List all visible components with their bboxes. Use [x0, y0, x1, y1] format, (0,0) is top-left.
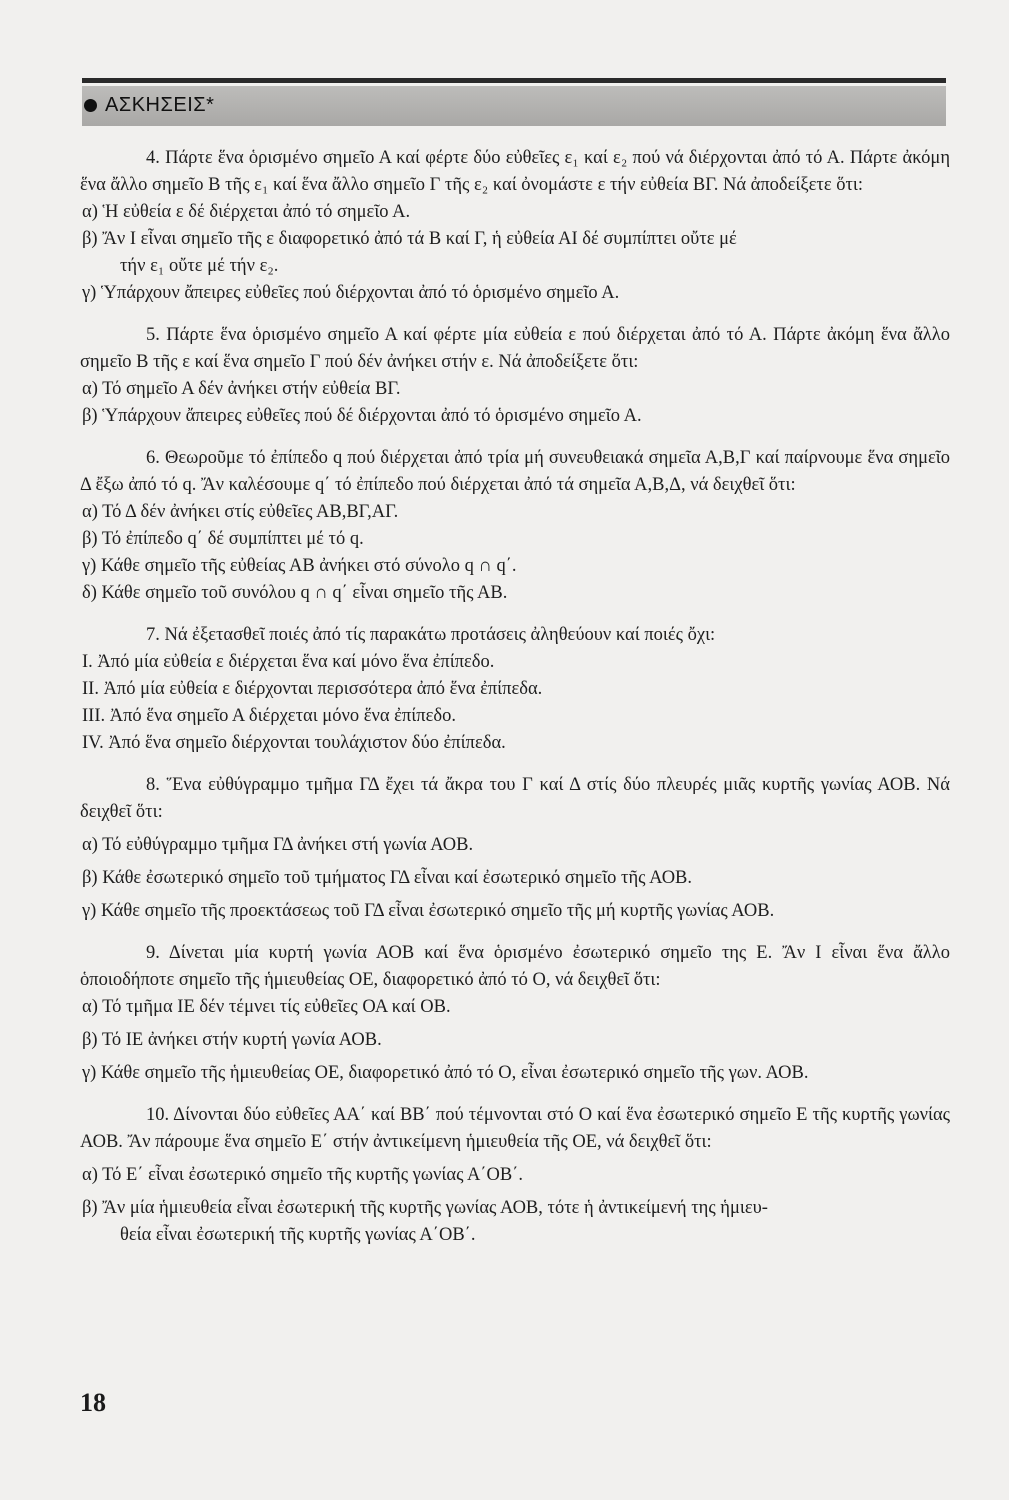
exercise-6-item-c: γ) Κάθε σημεῖο τῆς εὐθείας ΑΒ ἀνήκει στό σύνολο q ∩ q΄. [82, 556, 517, 576]
exercise-5-intro: 5. Πάρτε ἕνα ὁρισμένο σημεῖο Α καί φέρτε μία εὐθεία ε πού διέρχεται ἀπό τό Α. Πάρτε ἀκόμη ἕνα ἄλλο σημεῖο Β τῆς ε καί ἕνα σημεῖο Γ πού δέν ἀνήκει στήν ε. Νά ἀποδείξετε ὅτι: [80, 325, 950, 372]
exercise-8-item-a: α) Τό εὐθύγραμμο τμῆμα ΓΔ ἀνήκει στή γωνία ΑΟΒ. [82, 835, 474, 855]
exercise-4-intro: 4. Πάρτε ἕνα ὁρισμένο σημεῖο Α καί φέρτε δύο εὐθεῖες ε₁ καί ε₂ πού νά διέρχονται ἀπό τό Α. Πάρτε ἀκόμη ἕνα ἄλλο σημεῖο Β τῆς ε₁ καί ἕνα ἄλλο σημεῖο Γ τῆς ε₂ καί ὀνομάστε ε τήν εὐθεία ΒΓ. Νά ἀποδείξετε ὅτι: [80, 148, 950, 195]
exercise-4-item-a: α) Ἡ εὐθεία ε δέ διέρχεται ἀπό τό σημεῖο Α. [82, 202, 411, 222]
exercise-7-item-i: Ι. Ἀπό μία εὐθεία ε διέρχεται ἕνα καί μόνο ἕνα ἐπίπεδο. [82, 652, 495, 672]
exercise-5-item-a: α) Τό σημεῖο Α δέν ἀνήκει στήν εὐθεία ΒΓ. [82, 379, 401, 399]
exercise-9-item-c: γ) Κάθε σημεῖο τῆς ἡμιευθείας ΟΕ, διαφορετικό ἀπό τό Ο, εἶναι ἐσωτερικό σημεῖο τῆς γων. ΑΟΒ. [82, 1063, 809, 1083]
exercise-8-item-c: γ) Κάθε σημεῖο τῆς προεκτάσεως τοῦ ΓΔ εἶναι ἐσωτερικό σημεῖο τῆς μή κυρτῆς γωνίας ΑΟΒ. [82, 901, 775, 921]
section-title: ΑΣΚΗΣΕΙΣ* [105, 94, 215, 116]
exercise-7-item-iii: ΙΙΙ. Ἀπό ἕνα σημεῖο Α διέρχεται μόνο ἕνα ἐπίπεδο. [82, 706, 456, 726]
exercise-list [80, 145, 950, 1249]
exercise-8-item-b: β) Κάθε ἐσωτερικό σημεῖο τοῦ τμήματος ΓΔ εἶναι καί ἐσωτερικό σημεῖο τῆς ΑΟΒ. [82, 868, 693, 888]
exercise-10-item-a: α) Τό Ε΄ εἶναι ἐσωτερικό σημεῖο τῆς κυρτῆς γωνίας Α΄ΟΒ΄. [82, 1165, 524, 1185]
exercise-4-item-c: γ) Ὑπάρχουν ἄπειρες εὐθεῖες πού διέρχονται ἀπό τό ὁρισμένο σημεῖο Α. [82, 283, 620, 303]
section-header [84, 94, 214, 117]
exercise-7-item-iv: ΙV. Ἀπό ἕνα σημεῖο διέρχονται τουλάχιστον δύο ἐπίπεδα. [82, 733, 506, 753]
exercise-10-item-b: β) Ἄν μία ἡμιευθεία εἶναι ἐσωτερική τῆς κυρτῆς γωνίας ΑΟΒ, τότε ἡ ἀντικείμενή της ἡμιευ- [82, 1198, 768, 1218]
exercise-7-intro: 7. Νά ἐξετασθεῖ ποιές ἀπό τίς παρακάτω προτάσεις ἀληθεύουν καί ποιές ὄχι: [146, 625, 716, 645]
exercise-9-intro: 9. Δίνεται μία κυρτή γωνία ΑΟΒ καί ἕνα ὁρισμένο ἐσωτερικό σημεῖο της Ε. Ἄν Ι εἶναι ἕνα ἄλλο ὁποιοδήποτε σημεῖο τῆς ἡμιευθείας ΟΕ, διαφορετικό ἀπό τό Ο, νά δειχθεῖ ὅτι: [80, 943, 950, 990]
exercise-5-item-b: β) Ὑπάρχουν ἄπειρες εὐθεῖες πού δέ διέρχονται ἀπό τό ὁρισμένο σημεῖο Α. [82, 406, 642, 426]
exercise-6-item-b: β) Τό ἐπίπεδο q΄ δέ συμπίπτει μέ τό q. [82, 529, 364, 549]
exercise-9-item-a: α) Τό τμῆμα ΙΕ δέν τέμνει τίς εὐθεῖες ΟΑ καί ΟΒ. [82, 997, 451, 1017]
bullet-icon [84, 99, 97, 112]
exercise-10-intro: 10. Δίνονται δύο εὐθεῖες ΑΑ΄ καί ΒΒ΄ πού τέμνονται στό Ο καί ἕνα ἐσωτερικό σημεῖο Ε τῆς κυρτῆς γωνίας ΑΟΒ. Ἄν πάρουμε ἕνα σημεῖο Ε΄ στήν ἀντικείμενη ἡμιευθεία τῆς ΟΕ, νά δειχθεῖ ὅτι: [80, 1105, 950, 1152]
exercise-6-item-a: α) Τό Δ δέν ἀνήκει στίς εὐθεῖες ΑΒ,ΒΓ,ΑΓ. [82, 502, 399, 522]
exercise-10-item-b-cont: θεία εἶναι ἐσωτερική τῆς κυρτῆς γωνίας Α΄ΟΒ΄. [120, 1225, 476, 1245]
exercise-6-item-d: δ) Κάθε σημεῖο τοῦ συνόλου q ∩ q΄ εἶναι σημεῖο τῆς ΑΒ. [82, 583, 508, 603]
exercise-7-item-ii: ΙΙ. Ἀπό μία εὐθεία ε διέρχονται περισσότερα ἀπό ἕνα ἐπίπεδα. [82, 679, 543, 699]
exercise-4-item-b: β) Ἄν Ι εἶναι σημεῖο τῆς ε διαφορετικό ἀπό τά Β καί Γ, ἡ εὐθεία ΑΙ δέ συμπίπτει οὔτε μέ [82, 229, 737, 249]
exercise-9-item-b: β) Τό ΙΕ ἀνήκει στήν κυρτή γωνία ΑΟΒ. [82, 1030, 382, 1050]
page-number: 18 [80, 1388, 106, 1417]
exercise-8-intro: 8. Ἕνα εὐθύγραμμο τμῆμα ΓΔ ἔχει τά ἄκρα του Γ καί Δ στίς δύο πλευρές μιᾶς κυρτῆς γωνίας ΑΟΒ. Νά δειχθεῖ ὅτι: [80, 775, 950, 822]
header-rule [82, 78, 946, 83]
exercise-4-item-b-cont: τήν ε₁ οὔτε μέ τήν ε₂. [120, 256, 279, 276]
exercise-6-intro: 6. Θεωροῦμε τό ἐπίπεδο q πού διέρχεται ἀπό τρία μή συνευθειακά σημεῖα Α,Β,Γ καί παίρνουμε ἕνα σημεῖο Δ ἔξω ἀπό τό q. Ἄν καλέσουμε q΄ τό ἐπίπεδο πού διέρχεται ἀπό τά σημεῖα Α,Β,Δ, νά δειχθεῖ ὅτι: [80, 448, 950, 495]
